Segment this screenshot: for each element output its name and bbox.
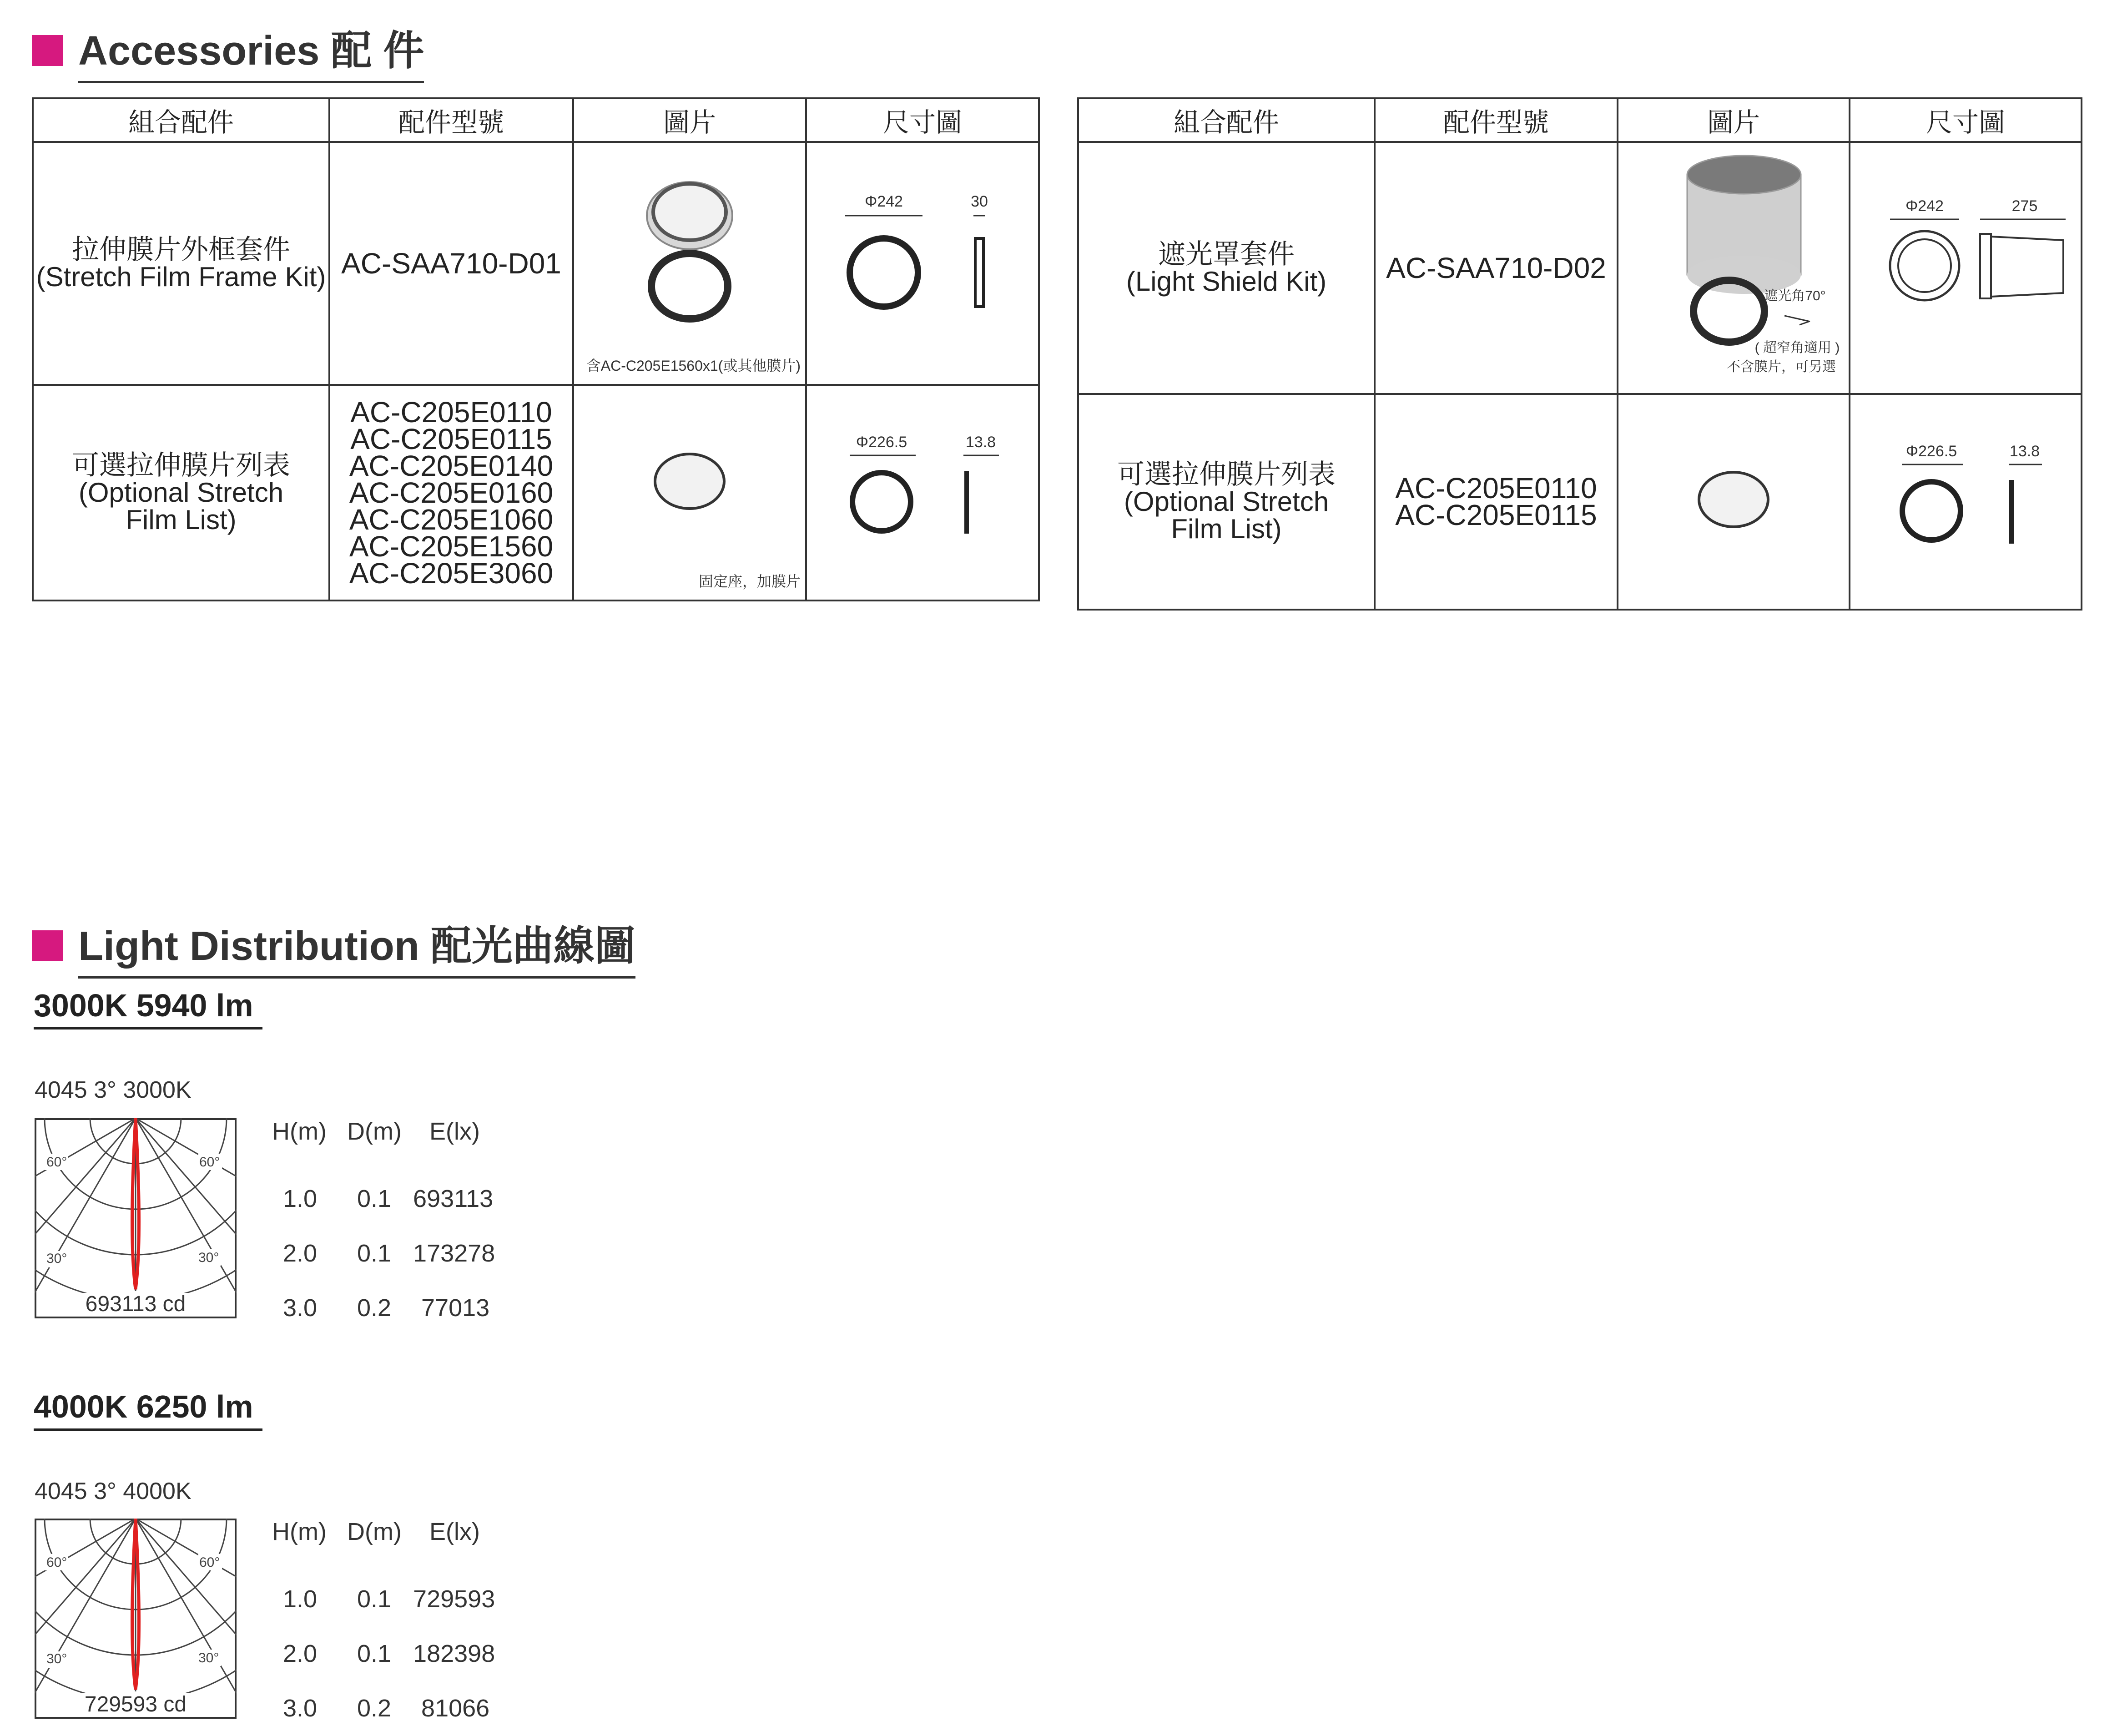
angle-label: 30°: [198, 1650, 219, 1665]
model-number: AC-C205E0115: [350, 422, 552, 455]
shield-note-2: 不含膜片，可另選: [1727, 359, 1836, 374]
light-shield-image: [1620, 152, 1847, 389]
shield-ring-outer: [1890, 231, 1959, 300]
picture-cell: [1618, 394, 1850, 610]
chart-heading: 3000K 5940 lm: [34, 987, 262, 1029]
section-marker: [32, 930, 63, 961]
dim-diameter-label: Φ226.5: [856, 434, 907, 451]
kit-name-en-2: Film List): [126, 505, 237, 535]
illuminance-row: [272, 1294, 495, 1322]
header-distance: D(m): [347, 1518, 402, 1545]
angle-label: 30°: [46, 1651, 67, 1666]
kit-name-cell: [33, 142, 329, 385]
col-header-dimension: 尺寸圖: [806, 98, 1039, 142]
model-number: AC-SAA710-D01: [341, 247, 561, 280]
dim-diameter-label: Φ242: [1905, 197, 1944, 215]
illuminance-row: [272, 1640, 495, 1668]
cell-height: 2.0: [283, 1640, 318, 1667]
angle-label: 60°: [46, 1555, 67, 1570]
model-number: AC-C205E0140: [349, 449, 554, 482]
picture-cell: [1618, 142, 1850, 394]
angle-label: 60°: [46, 1155, 67, 1170]
table-header-row: [1078, 98, 2082, 142]
table-header-row: [33, 98, 1039, 142]
col-header-model: 配件型號: [329, 98, 573, 142]
cell-illuminance: 173278: [413, 1240, 495, 1267]
shield-angle-note: 遮光角70°: [1764, 288, 1826, 303]
header-illuminance: E(lx): [429, 1518, 480, 1545]
ring-side-profile: [975, 238, 983, 307]
dimension-drawing: [1870, 443, 2061, 556]
frame-kit-image: [621, 166, 758, 338]
max-intensity-label: 693113 cd: [85, 1292, 186, 1316]
dimension-cell: [806, 142, 1039, 385]
dimension-drawing: [827, 434, 1018, 547]
polar-light-distribution-chart: [35, 1118, 237, 1318]
chart-heading: 4000K 6250 lm: [34, 1388, 262, 1431]
accessories-table-left: [32, 97, 1040, 601]
picture-cell: [573, 142, 806, 385]
kit-name-cell: [1078, 142, 1375, 394]
cell-height: 3.0: [283, 1695, 318, 1722]
cell-height: 3.0: [283, 1294, 318, 1322]
picture-caption: 固定座，加膜片: [698, 573, 801, 590]
cell-illuminance: 693113: [413, 1185, 494, 1212]
light-distribution-title: Light Distribution 配光曲線圖: [78, 913, 635, 979]
kit-name-zh: 可選拉伸膜片列表: [1117, 459, 1336, 490]
illuminance-table-header: [272, 1518, 495, 1546]
dim-depth-label: 13.8: [965, 434, 996, 451]
kit-name-en-2: Film List): [1171, 514, 1282, 544]
table-row: [1078, 142, 2082, 394]
cell-distance: 0.1: [357, 1585, 392, 1613]
kit-name-en: (Optional Stretch: [78, 477, 284, 508]
cell-illuminance: 729593: [413, 1585, 495, 1613]
dimension-cell: [1850, 394, 2082, 610]
cell-distance: 0.1: [357, 1240, 392, 1267]
accessories-title: Accessories 配 件: [78, 17, 424, 83]
dimension-drawing: [1861, 197, 2070, 334]
model-number: AC-C205E1060: [349, 503, 554, 536]
polar-light-distribution-chart: [35, 1519, 237, 1719]
col-header-kit: 組合配件: [1078, 98, 1375, 142]
model-number: AC-C205E0110: [350, 395, 552, 429]
film-disc-image: [644, 445, 735, 518]
illuminance-table: [272, 1117, 495, 1322]
shield-note-1: ( 超窄角適用 ): [1754, 340, 1840, 355]
col-header-model: 配件型號: [1375, 98, 1618, 142]
section-marker: [32, 35, 63, 66]
picture-caption: 含AC-C205E1560x1(或其他膜片): [586, 358, 801, 374]
angle-label: 60°: [199, 1555, 220, 1570]
model-cell: [1375, 394, 1618, 610]
header-height: H(m): [272, 1518, 327, 1545]
cell-illuminance: 81066: [421, 1695, 490, 1722]
angle-label: 60°: [199, 1155, 220, 1170]
ring-outline: [1902, 482, 1961, 540]
kit-name-cell: [33, 385, 329, 601]
cell-illuminance: 182398: [413, 1640, 495, 1667]
cell-height: 1.0: [283, 1585, 318, 1613]
col-header-kit: 組合配件: [33, 98, 329, 142]
chart-label: 4045 3° 3000K: [35, 1077, 192, 1103]
model-number: AC-C205E1560: [349, 530, 554, 563]
kit-name-zh: 可選拉伸膜片列表: [72, 450, 290, 480]
illuminance-table: [272, 1518, 495, 1722]
illuminance-row: [272, 1239, 495, 1267]
dim-diameter-label: Φ226.5: [1905, 443, 1957, 460]
cell-distance: 0.2: [357, 1294, 392, 1322]
ring-side-profile: [964, 471, 969, 534]
model-number: AC-C205E0160: [349, 476, 554, 509]
dim-diameter-label: Φ242: [865, 193, 903, 210]
col-header-picture: 圖片: [1618, 98, 1850, 142]
model-cell: [329, 385, 573, 601]
ring-side-profile: [2009, 480, 2014, 544]
kit-name-en: (Optional Stretch: [1124, 486, 1329, 517]
dimension-drawing: [827, 193, 1018, 329]
cell-distance: 0.1: [357, 1185, 392, 1212]
ring-outline: [850, 238, 918, 307]
model-cell: [329, 142, 573, 385]
chart-label: 4045 3° 4000K: [35, 1478, 192, 1504]
dimension-cell: [806, 385, 1039, 601]
dimension-cell: [1850, 142, 2082, 394]
dim-depth-label: 30: [971, 193, 988, 210]
max-intensity-label: 729593 cd: [84, 1692, 187, 1716]
cell-illuminance: 77013: [421, 1294, 490, 1322]
cell-height: 1.0: [283, 1185, 318, 1212]
header-distance: D(m): [347, 1118, 402, 1145]
kit-name-zh: 拉伸膜片外框套件: [72, 234, 290, 265]
angle-label: 30°: [198, 1250, 219, 1265]
kit-name-cell: [1078, 394, 1375, 610]
shield-side-profile: [1991, 237, 2063, 297]
model-number: AC-C205E0110: [1395, 472, 1597, 505]
illuminance-row: [272, 1185, 495, 1213]
model-cell: [1375, 142, 1618, 394]
cell-distance: 0.2: [357, 1695, 392, 1722]
film-disc-image: [1688, 463, 1779, 536]
kit-name-en: (Stretch Film Frame Kit): [36, 262, 326, 292]
ring-outline: [852, 473, 911, 531]
angle-label: 30°: [46, 1251, 67, 1266]
model-number: AC-C205E3060: [349, 556, 554, 590]
table-row: [33, 142, 1039, 385]
illuminance-row: [272, 1694, 495, 1722]
table-row: [1078, 394, 2082, 610]
model-number: AC-C205E0115: [1395, 499, 1597, 531]
dim-depth-label: 275: [2011, 197, 2038, 215]
light-distribution-section-title: [32, 913, 635, 979]
shield-side-flange: [1980, 234, 1991, 298]
illuminance-table-header: [272, 1117, 495, 1146]
accessories-table-right: [1077, 97, 2082, 611]
col-header-picture: 圖片: [573, 98, 806, 142]
header-illuminance: E(lx): [429, 1118, 480, 1145]
header-height: H(m): [272, 1118, 327, 1145]
picture-cell: [573, 385, 806, 601]
dim-depth-label: 13.8: [2009, 443, 2040, 460]
col-header-dimension: 尺寸圖: [1850, 98, 2082, 142]
kit-name-zh: 遮光罩套件: [1158, 239, 1295, 269]
model-number: AC-SAA710-D02: [1386, 251, 1606, 284]
cell-height: 2.0: [283, 1240, 318, 1267]
table-row: [33, 385, 1039, 601]
kit-name-en: (Light Shield Kit): [1126, 266, 1327, 297]
cell-distance: 0.1: [357, 1640, 392, 1667]
illuminance-row: [272, 1585, 495, 1613]
shield-ring-inner: [1898, 239, 1951, 292]
accessories-section-title: [32, 17, 424, 83]
